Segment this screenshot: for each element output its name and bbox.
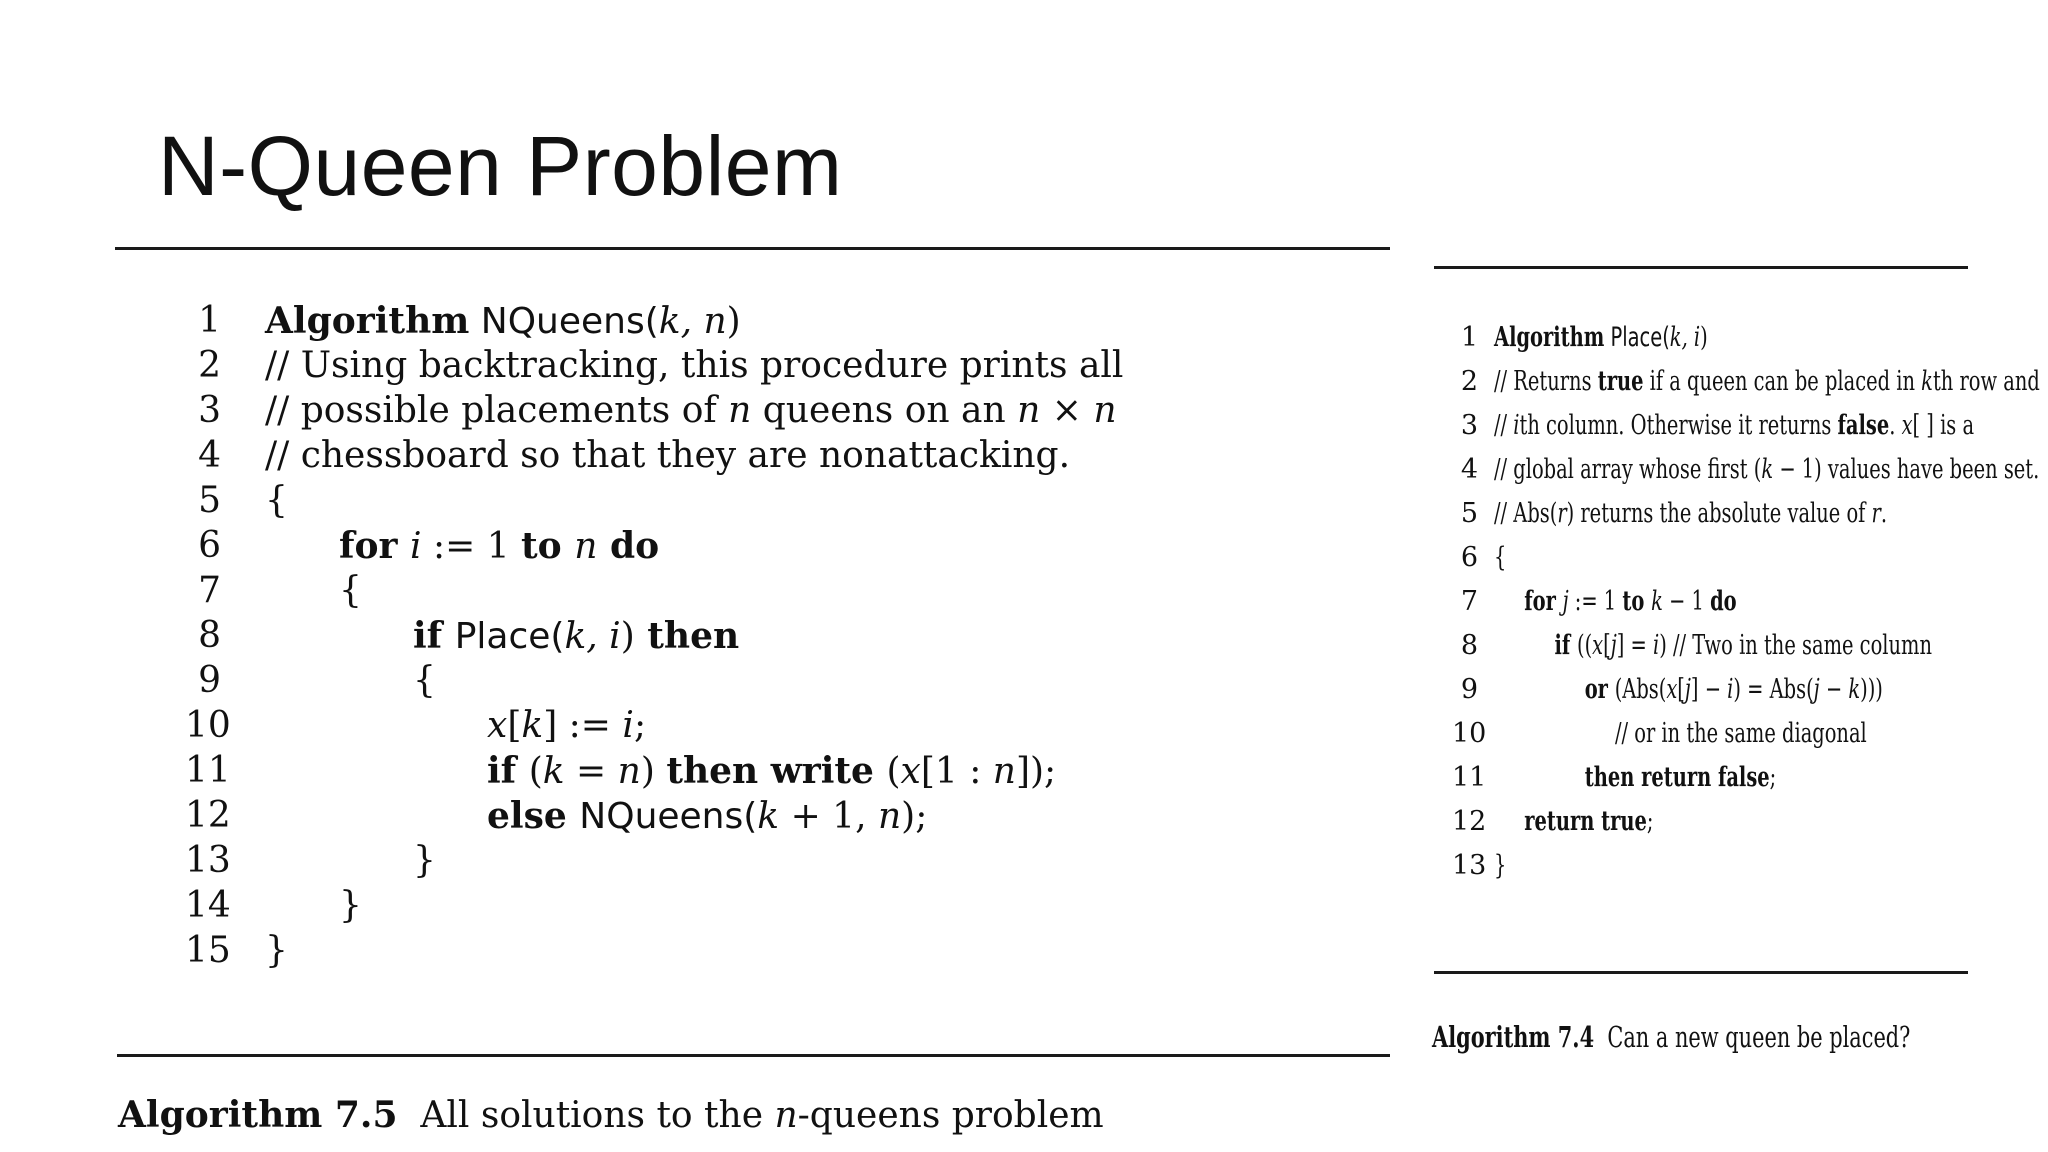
nqueens-caption-label: Algorithm 7.5 — [118, 1094, 398, 1136]
code-text: else NQueens(k + 1, n); — [487, 795, 928, 837]
line-number: 13 — [185, 840, 231, 881]
code-text: { — [339, 570, 362, 611]
place-caption-label: Algorithm 7.4 — [1432, 1020, 1595, 1054]
code-text: } — [413, 840, 436, 881]
code-text: Algorithm Place(k, i) — [1494, 322, 1708, 353]
code-text: // chessboard so that they are nonattacking. — [265, 435, 1071, 476]
line-number: 3 — [198, 390, 221, 431]
code-text: // Returns true if a queen can be placed in kth row and — [1494, 366, 2040, 397]
top-rule-place — [1434, 266, 1968, 269]
line-number: 1 — [198, 300, 221, 341]
line-number: 12 — [185, 795, 231, 836]
code-text: { — [1494, 542, 1507, 573]
nqueens-caption — [118, 1094, 1104, 1136]
line-number: 10 — [1452, 718, 1487, 749]
line-number: 8 — [198, 615, 221, 656]
line-number: 5 — [198, 480, 221, 521]
code-text: if ((x[j] = i) // Two in the same column — [1554, 630, 1932, 661]
code-text: // global array whose first (k − 1) values have been set. — [1494, 454, 2040, 485]
line-number: 9 — [1460, 674, 1478, 705]
bottom-rule-place — [1434, 971, 1968, 974]
page-title: N-Queen Problem — [158, 119, 843, 213]
line-number: 4 — [1460, 454, 1478, 485]
code-text: // possible placements of n queens on an n × n — [265, 390, 1117, 431]
line-number: 2 — [198, 345, 221, 386]
line-number: 14 — [185, 885, 231, 926]
line-number: 15 — [185, 930, 231, 971]
code-text: for j := 1 to k − 1 do — [1524, 586, 1737, 617]
code-text: } — [1494, 850, 1507, 881]
place-caption-text: Can a new queen be placed? — [1594, 1020, 1911, 1054]
nqueens-caption-var: n — [774, 1095, 798, 1136]
line-number: 9 — [198, 660, 221, 701]
bottom-rule-nqueens — [117, 1054, 1390, 1057]
code-text: for i := 1 to n do — [339, 525, 660, 567]
code-text: } — [339, 885, 362, 926]
line-number: 7 — [1460, 586, 1478, 617]
code-text: } — [265, 930, 288, 971]
code-text: // Using backtracking, this procedure prints all — [265, 345, 1124, 386]
line-number: 13 — [1452, 850, 1487, 881]
code-text: if Place(k, i) then — [413, 615, 740, 657]
line-number: 5 — [1460, 498, 1478, 529]
code-text: then return false; — [1584, 762, 1777, 793]
top-rule-nqueens — [115, 247, 1390, 250]
nqueens-caption-text-pre: All solutions to the — [397, 1095, 775, 1136]
place-caption — [1432, 1020, 1910, 1054]
code-text: // ith column. Otherwise it returns false. x[ ] is a — [1494, 410, 1975, 441]
line-number: 10 — [185, 705, 231, 746]
code-text: { — [265, 480, 288, 521]
line-number: 7 — [198, 570, 221, 611]
line-number: 3 — [1460, 410, 1478, 441]
line-number: 11 — [185, 750, 231, 791]
line-number: 6 — [198, 525, 221, 566]
code-text: // Abs(r) returns the absolute value of r. — [1494, 498, 1888, 529]
line-number: 2 — [1460, 366, 1478, 397]
nqueens-caption-text-post: -queens problem — [797, 1095, 1104, 1136]
code-text: if (k = n) then write (x[1 : n]); — [487, 750, 1057, 792]
code-text: or (Abs(x[j] − i) = Abs(j − k))) — [1584, 674, 1883, 705]
line-number: 1 — [1460, 322, 1478, 353]
code-text: return true; — [1524, 806, 1654, 837]
line-number: 11 — [1452, 762, 1487, 793]
line-number: 12 — [1452, 806, 1487, 837]
code-text: Algorithm NQueens(k, n) — [265, 300, 741, 342]
code-text: x[k] := i; — [487, 705, 647, 746]
line-number: 4 — [198, 435, 221, 476]
line-number: 8 — [1460, 630, 1478, 661]
code-text: // or in the same diagonal — [1614, 718, 1867, 749]
code-text: { — [413, 660, 436, 701]
line-number: 6 — [1460, 542, 1478, 573]
